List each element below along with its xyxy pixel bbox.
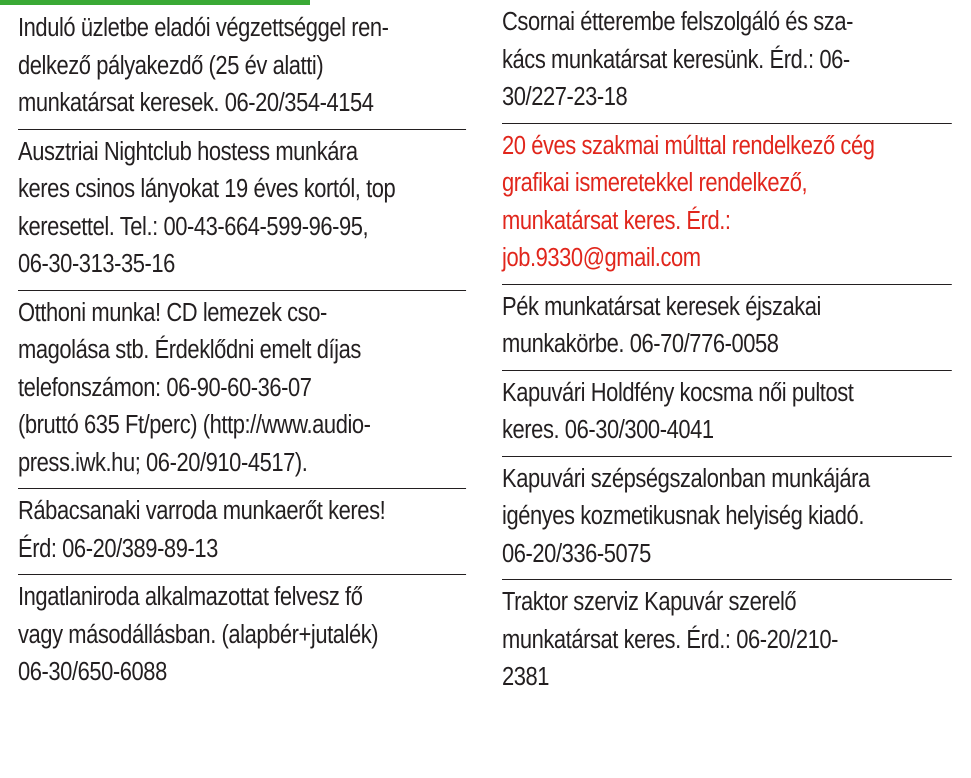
ad-right-4	[502, 371, 952, 457]
ad-text: Ausztriai Nightclub hostess munkára keres csinos lányokat 19 éves kortól, top keresettel. Tel.: 00-43-664-599-96-95, 06-30-313-35-16	[18, 137, 396, 278]
ad-text: Kapuvári szépségszalonban munkájára igényes kozmetikusnak helyiség kiadó. 06-20/336-5075	[502, 464, 870, 568]
ad-text: Induló üzletbe eladói végzettséggel ren- delkező pályakezdő (25 év alatti) munkatársat keresek. 06-20/354-4154	[18, 14, 389, 117]
ad-right-2-highlighted	[502, 124, 952, 285]
ad-text: Csornai étterembe felszolgáló és sza- kács munkatársat keresünk. Érd.: 06- 30/227-23-18	[502, 8, 853, 111]
ad-left-3	[18, 291, 466, 490]
ad-left-5	[18, 575, 466, 698]
ad-text: 20 éves szakmai múlttal rendelkező cég grafikai ismeretekkel rendelkező, munkatársat keres. Érd.: job.9330@gmail.com	[502, 131, 875, 272]
ad-text: Rábacsanaki varroda munkaerőt keres! Érd: 06-20/389-89-13	[18, 497, 386, 563]
ad-right-3	[502, 285, 952, 371]
ad-right-5	[502, 457, 952, 581]
ad-left-1	[18, 0, 466, 130]
left-ad-column	[18, 0, 466, 698]
right-ad-column	[502, 0, 952, 703]
ad-text: Pék munkatársat keresek éjszakai munkakörbe. 06-70/776-0058	[502, 292, 821, 358]
ad-left-2	[18, 130, 466, 291]
ad-left-4	[18, 489, 466, 575]
ad-right-6	[502, 580, 952, 703]
ad-text: Otthoni munka! CD lemezek cso- magolása stb. Érdeklődni emelt díjas telefonszámon: 06-90-60-36-07 (bruttó 635 Ft/perc) (http://www.audio- press.iwk.hu; 06-20/910-4517).	[18, 298, 371, 477]
ad-text: Ingatlaniroda alkalmazottat felvesz fő vagy másodállásban. (alapbér+jutalék) 06-30/650-6088	[18, 583, 379, 686]
ad-right-1	[502, 0, 952, 124]
ad-text: Traktor szerviz Kapuvár szerelő munkatársat keres. Érd.: 06-20/210- 2381	[502, 588, 839, 691]
ad-text: Kapuvári Holdfény kocsma női pultost keres. 06-30/300-4041	[502, 378, 854, 444]
